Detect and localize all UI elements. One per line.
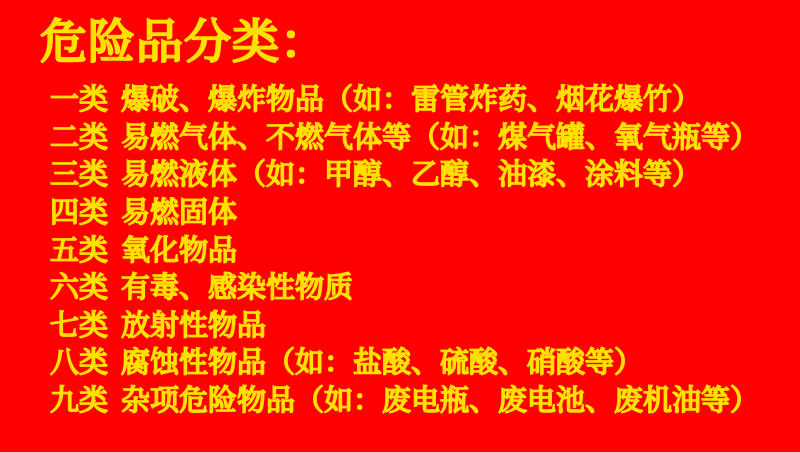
category-description: 易燃气体、不燃气体等（如：煤气罐、氧气瓶等）: [121, 121, 760, 154]
category-description: 腐蚀性物品（如：盐酸、硫酸、硝酸等）: [121, 347, 644, 380]
category-description: 易燃液体（如：甲醇、乙醇、油漆、涂料等）: [121, 159, 702, 192]
category-row-2: [50, 117, 800, 155]
page-title: 危险品分类：: [40, 15, 328, 68]
category-number: 八类: [50, 347, 109, 380]
category-row-6: [50, 267, 800, 305]
category-number: 九类: [50, 385, 109, 418]
category-list: [50, 79, 800, 417]
category-number: 二类: [50, 121, 109, 154]
category-number: 三类: [50, 159, 109, 192]
category-row-3: [50, 154, 800, 192]
category-description: 杂项危险物品（如：废电瓶、废电池、废机油等）: [121, 385, 760, 418]
category-number: 一类: [50, 84, 109, 117]
category-number: 五类: [50, 234, 109, 267]
category-description: 有毒、感染性物质: [121, 272, 354, 305]
category-row-9: [50, 380, 800, 418]
category-row-4: [50, 192, 800, 230]
category-row-5: [50, 229, 800, 267]
category-number: 六类: [50, 272, 109, 305]
category-row-1: [50, 79, 800, 117]
category-row-8: [50, 342, 800, 380]
category-description: 易燃固体: [121, 197, 238, 230]
category-number: 四类: [50, 197, 109, 230]
category-row-7: [50, 305, 800, 343]
category-number: 七类: [50, 309, 109, 342]
category-description: 氧化物品: [121, 234, 238, 267]
category-description: 放射性物品: [121, 309, 267, 342]
category-description: 爆破、爆炸物品（如：雷管炸药、烟花爆竹）: [121, 84, 702, 117]
